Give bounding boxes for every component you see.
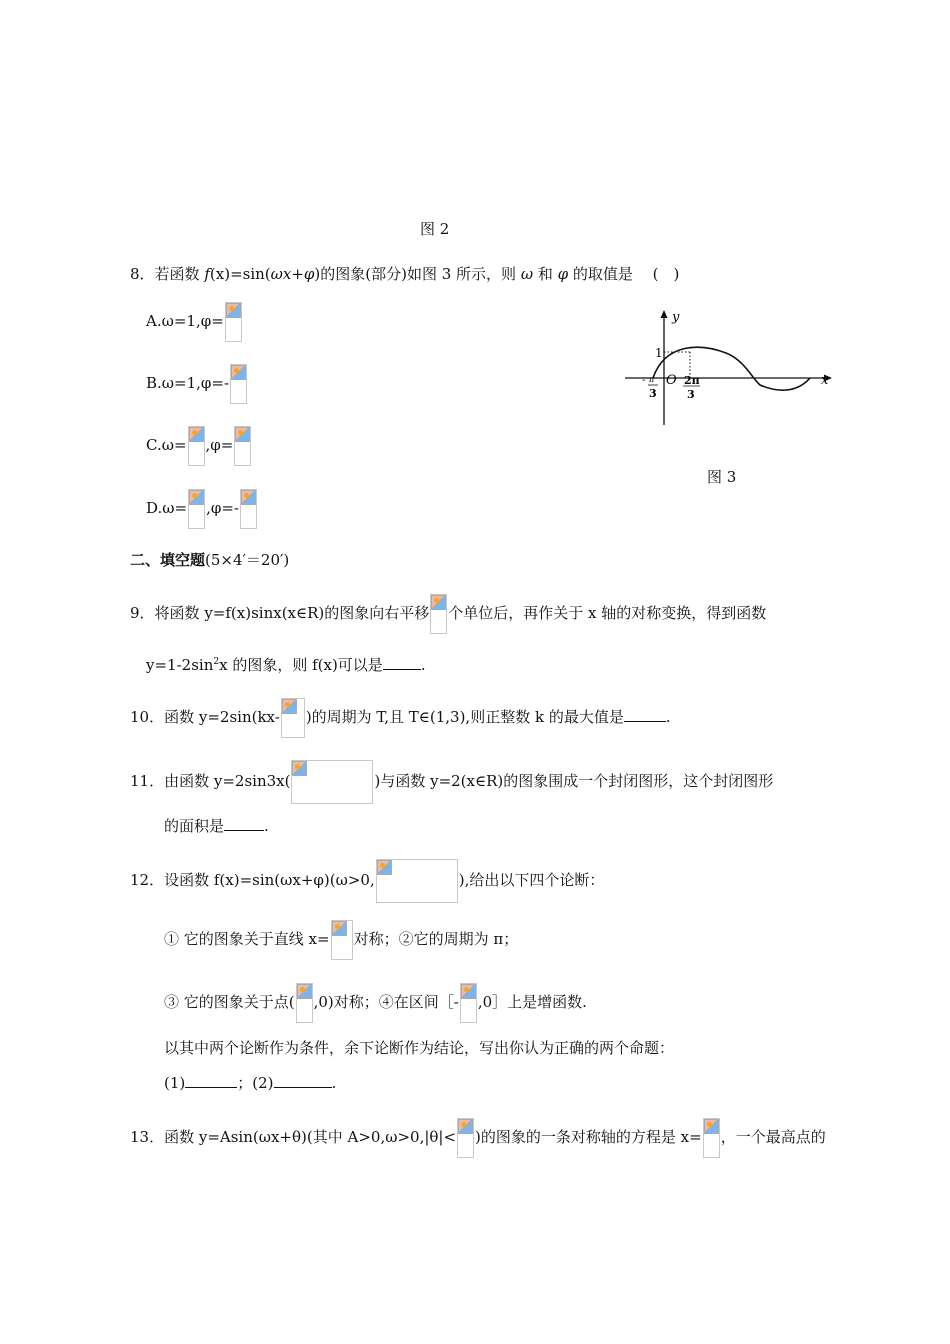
section-title: 二、填空题 xyxy=(130,551,206,569)
formula-image-icon xyxy=(331,920,353,960)
origin-label: O xyxy=(666,373,677,388)
question-12-instruction: 以其中两个论断作为条件，余下论断作为结论，写出你认为正确的两个命题： xyxy=(164,1039,675,1057)
tick-right-numerator: 2π xyxy=(684,374,700,387)
figure-3-graph xyxy=(620,305,840,435)
question-9-line-1: 9．将函数 y=f(x)sinx(x∈R)的图象向右平移 个单位后，再作关于 x 轴的对称变换，得到函数 xyxy=(130,594,766,634)
tick-left-denominator: 3 xyxy=(649,387,657,400)
answer-blank xyxy=(624,706,666,722)
question-12-answers: (1) ；(2) . xyxy=(164,1074,337,1092)
question-8-stem: 8．若函数 f(x)=sin(ωx+φ)的图象(部分)如图 3 所示，则 ω 和 φ 的取值是 ( ) xyxy=(130,265,680,283)
formula-image-icon xyxy=(225,302,242,342)
question-12-stem: 12．设函数 f(x)=sin(ωx+φ)(ω>0, ),给出以下四个论断： xyxy=(130,859,604,903)
y-axis-label: y xyxy=(672,310,680,325)
question-13: 13．函数 y=Asin(ωx+θ)(其中 A>0,ω>0,|θ|< )的图象的一条对称轴的方程是 x= ，一个最高点的 xyxy=(130,1118,826,1158)
option-b: B.ω=1,φ=- xyxy=(146,364,248,404)
answer-blank xyxy=(383,654,421,670)
option-a: A.ω=1,φ= xyxy=(146,302,243,342)
tick-left-numerator: π xyxy=(649,375,655,384)
question-number: 9． xyxy=(130,604,155,622)
formula-image-icon xyxy=(296,983,313,1023)
neg-sign: - xyxy=(642,375,646,386)
y-tick-1: 1 xyxy=(655,346,663,360)
question-9-line-2: $y=1-2\sin^2x$ 的图象，则 f(x)可以是 . xyxy=(146,656,426,674)
x-axis-label: x xyxy=(821,373,829,388)
figure-3-caption: 图 3 xyxy=(707,468,737,486)
formula-image-icon xyxy=(291,760,373,804)
formula-image-icon xyxy=(240,489,257,529)
answer-blank xyxy=(224,815,264,831)
y-axis-arrow-icon xyxy=(661,310,668,318)
question-number: 10． xyxy=(130,708,165,726)
formula-image-icon xyxy=(376,859,458,903)
formula-image-icon xyxy=(281,698,305,738)
question-10: 10．函数 y=2sin(kx- )的周期为 T,且 T∈(1,3),则正整数 k 的最大值是 . xyxy=(130,698,671,738)
formula-image-icon xyxy=(230,364,247,404)
question-12-conclusion-3: ③ 它的图象关于点( ,0)对称；④在区间［- ,0］上是增函数. xyxy=(164,983,587,1023)
formula-image-icon xyxy=(188,426,205,466)
tick-right-denominator: 3 xyxy=(687,388,695,401)
formula-image-icon xyxy=(457,1118,474,1158)
option-c: C.ω= ,φ= xyxy=(146,426,252,466)
section-heading xyxy=(130,549,289,571)
question-11-line-1: 11．由函数 y=2sin3x( )与函数 y=2(x∈R)的图象围成一个封闭图形，这个封闭图形 xyxy=(130,760,773,804)
question-11-line-2: 的面积是 . xyxy=(164,817,269,835)
section-score: (5×4′＝20′) xyxy=(205,551,290,569)
option-d: D.ω= ,φ=- xyxy=(146,489,258,529)
answer-blank-2 xyxy=(274,1072,332,1088)
question-number: 8． xyxy=(130,265,155,283)
figure-2-caption: 图 2 xyxy=(420,220,450,238)
formula-image-icon xyxy=(703,1118,720,1158)
answer-blank-1 xyxy=(185,1072,237,1088)
question-number: 11． xyxy=(130,772,165,790)
formula-image-icon xyxy=(188,489,205,529)
formula-image-icon xyxy=(234,426,251,466)
question-number: 13． xyxy=(130,1128,165,1146)
question-12-conclusion-1: ① 它的图象关于直线 x= 对称；②它的周期为 π； xyxy=(164,920,518,960)
question-number: 12． xyxy=(130,871,165,889)
formula-image-icon xyxy=(460,983,477,1023)
formula-image-icon xyxy=(430,594,447,634)
